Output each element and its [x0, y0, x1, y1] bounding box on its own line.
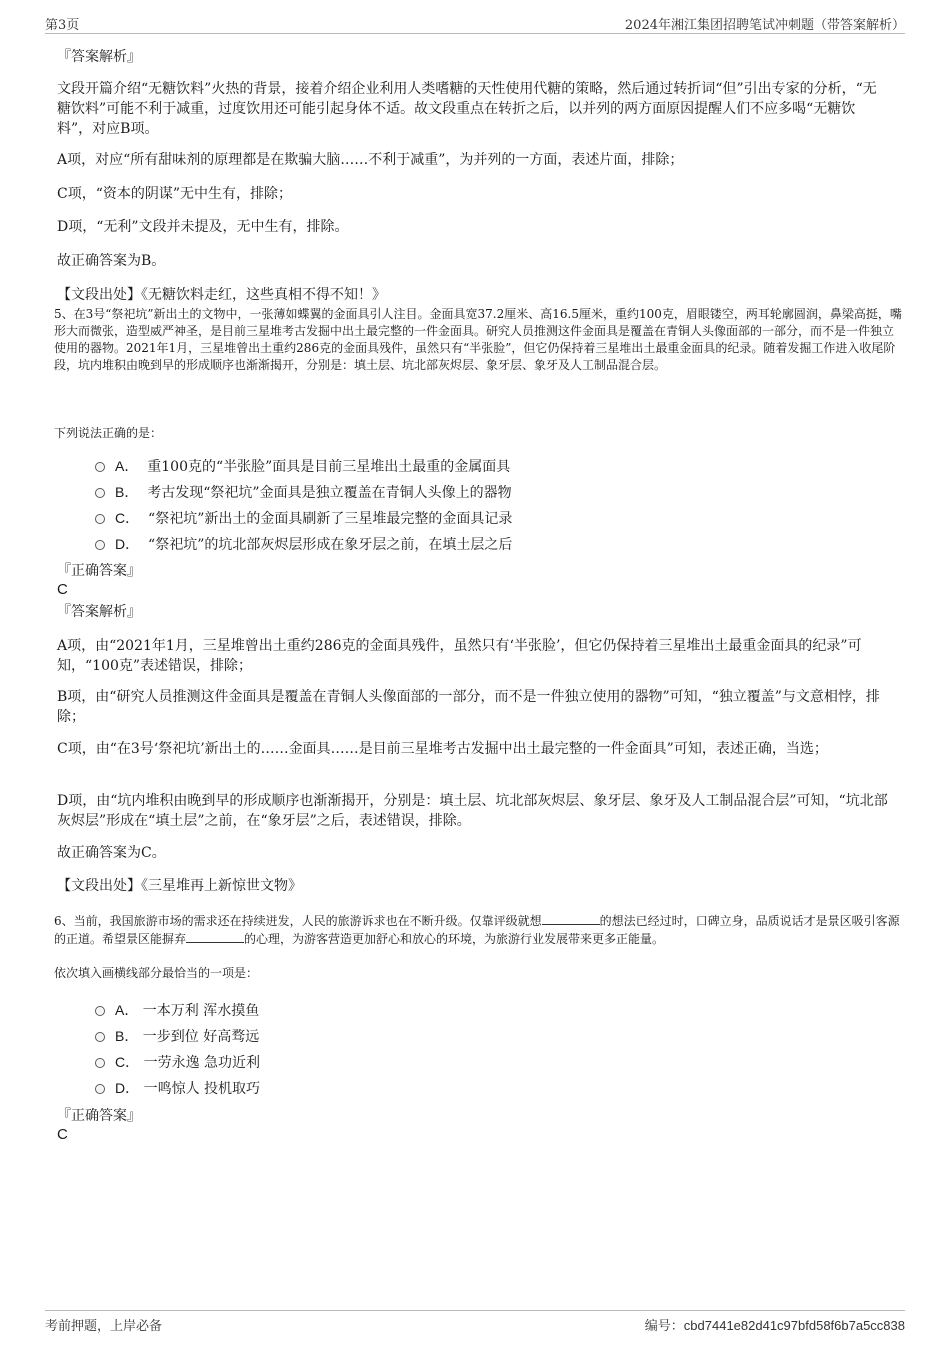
- q5-correct-answer: C: [57, 581, 68, 598]
- option-text: 一劳永逸 急功近利: [143, 1055, 261, 1071]
- q4-analysis-a: A项，对应“所有甜味剂的原理都是在欺骗大脑……不利于减重”，为并列的一方面，表述片面，排除；: [57, 152, 684, 168]
- q6-stem: [54, 912, 904, 948]
- page-header: [45, 14, 905, 32]
- header-divider: [45, 33, 905, 34]
- option-text: “祭祀坑”新出土的金面具刷新了三星堆最完整的金面具记录: [148, 511, 513, 527]
- q4-analysis-c: C项，“资本的阴谋”无中生有，排除；: [57, 186, 293, 202]
- q5-analysis-c: C项，由“在3号‘祭祀坑’新出土的……金面具……是目前三星堆考古发掘中出土最完整的一件金面具”可知，表述正确，当选；: [57, 741, 828, 757]
- q4-analysis-d: D项，“无利”文段并未提及，无中生有，排除。: [57, 219, 349, 235]
- page-number: 第3页: [45, 18, 80, 33]
- q6-stem-part1: 6、当前，我国旅游市场的需求还在持续迸发，人民的旅游诉求也在不断升级。仅靠评级就想: [54, 914, 542, 928]
- q5-option-a[interactable]: [95, 456, 510, 477]
- option-text: “祭祀坑”的坑北部灰烬层形成在象牙层之前，在填土层之后: [148, 537, 513, 553]
- q5-option-d[interactable]: [95, 534, 512, 555]
- document-title: 2024年湘江集团招聘笔试冲刺题（带答案解析）: [624, 18, 905, 33]
- option-letter: D．: [115, 536, 140, 552]
- q6-prompt: 依次填入画横线部分最恰当的一项是：: [54, 966, 259, 980]
- option-text: 一鸣惊人 投机取巧: [143, 1081, 261, 1097]
- option-text: 考古发现“祭祀坑”金面具是独立覆盖在青铜人头像上的器物: [147, 485, 512, 501]
- document-code: [645, 1315, 905, 1334]
- q6-stem-part3: 的心理，为游客营造更加舒心和放心的环境，为旅游行业发展带来更多正能量。: [244, 932, 665, 946]
- q5-option-c[interactable]: [95, 508, 512, 529]
- option-text: 重100克的“半张脸”面具是目前三星堆出土最重的金属面具: [147, 459, 511, 475]
- radio-icon[interactable]: [95, 540, 105, 550]
- option-text: 一步到位 好高骛远: [142, 1029, 260, 1045]
- fill-blank-1[interactable]: [542, 913, 600, 925]
- fill-blank-2[interactable]: [186, 931, 244, 943]
- q5-stem: 5、在3号“祭祀坑”新出土的文物中，一张薄如蝶翼的金面具引人注目。金面具宽37.2厘米、高16.5厘米，重约100克，眉眼镂空，两耳轮廓圆润，鼻梁高挺，嘴形大而微张，造型威严神圣，是目前三星堆考古发掘中出土最完整的一件金面具。研究人员推测这件金面具是覆盖在青铜人头像面部的一部分，而不是一件独立使用的器物。2021年1月，三星堆曾出土重约286克的金面具残件，虽然只有“半张脸”，但它仍保持着三星堆出土最重金面具的纪录。随着发掘工作进入收尾阶段，坑内堆积由晚到早的形成顺序也渐渐揭开，分别是：填土层、坑北部灰烬层、象牙层、象牙及人工制品混合层。: [54, 307, 902, 372]
- code-value: cbd7441e82d41c97bfd58f6b7a5cc838: [683, 1318, 905, 1333]
- q5-prompt: 下列说法正确的是：: [54, 426, 163, 440]
- q5-analysis-b: B项，由“研究人员推测这件金面具是覆盖在青铜人头像面部的一部分，而不是一件独立使用的器物”可知，“独立覆盖”与文意相悖，排除；: [57, 689, 880, 725]
- q5-analysis-d: D项，由“坑内堆积由晚到早的形成顺序也渐渐揭开，分别是：填土层、坑北部灰烬层、象牙层、象牙及人工制品混合层”可知，“坑北部灰烬层”形成在“填土层”之前，在“象牙层”之后，表述错误，排除。: [57, 793, 888, 829]
- q5-correct-tag: 『正确答案』: [57, 563, 141, 579]
- radio-icon[interactable]: [95, 1084, 105, 1094]
- radio-icon[interactable]: [95, 488, 105, 498]
- q4-analysis-tag: 『答案解析』: [57, 49, 141, 65]
- option-letter: A．: [115, 458, 139, 474]
- q6-option-b[interactable]: [95, 1026, 259, 1047]
- q5-conclusion: 故正确答案为C。: [57, 845, 166, 861]
- q5-analysis-a: A项，由“2021年1月，三星堆曾出土重约286克的金面具残件，虽然只有‘半张脸’，但它仍保持着三星堆出土最重金面具的纪录”可知，“100克”表述错误，排除；: [57, 638, 862, 674]
- q6-correct-answer: C: [57, 1126, 68, 1143]
- option-letter: D．: [115, 1080, 140, 1096]
- option-text: 一本万利 浑水摸鱼: [142, 1003, 260, 1019]
- q6-correct-tag: 『正确答案』: [57, 1108, 141, 1124]
- q4-analysis-main: 文段开篇介绍“无糖饮料”火热的背景，接着介绍企业利用人类嗜糖的天性使用代糖的策略，然后通过转折词“但”引出专家的分析，“无糖饮料”可能不利于减重，过度饮用还可能引起身体不适。故文段重点在转折之后，以并列的两方面原因提醒人们不应多喝“无糖饮料”，对应B项。: [57, 81, 877, 137]
- option-letter: B．: [115, 1028, 139, 1044]
- option-letter: C．: [115, 1054, 140, 1070]
- page-footer: [45, 1315, 905, 1333]
- q4-source: 【文段出处】《无糖饮料走红，这些真相不得不知！》: [57, 287, 386, 303]
- q6-option-d[interactable]: [95, 1078, 260, 1099]
- q5-option-b[interactable]: [95, 482, 512, 503]
- radio-icon[interactable]: [95, 1006, 105, 1016]
- q5-source: 【文段出处】《三星堆再上新惊世文物》: [57, 878, 302, 894]
- radio-icon[interactable]: [95, 462, 105, 472]
- radio-icon[interactable]: [95, 1032, 105, 1042]
- code-label: 编号：: [644, 1319, 684, 1334]
- q6-stem-part2: 的想法已经过时，口碑立身，品质说话才是景区吸引客源的正道。希望景区能摒弃: [54, 914, 900, 946]
- q6-option-a[interactable]: [95, 1000, 259, 1021]
- footer-slogan: 考前押题，上岸必备: [45, 1319, 163, 1334]
- radio-icon[interactable]: [95, 514, 105, 524]
- radio-icon[interactable]: [95, 1058, 105, 1068]
- footer-divider: [45, 1310, 905, 1311]
- option-letter: C．: [115, 510, 140, 526]
- q6-option-c[interactable]: [95, 1052, 260, 1073]
- option-letter: A．: [115, 1002, 139, 1018]
- option-letter: B．: [115, 484, 139, 500]
- q5-analysis-tag: 『答案解析』: [57, 604, 141, 620]
- q4-conclusion: 故正确答案为B。: [57, 253, 166, 269]
